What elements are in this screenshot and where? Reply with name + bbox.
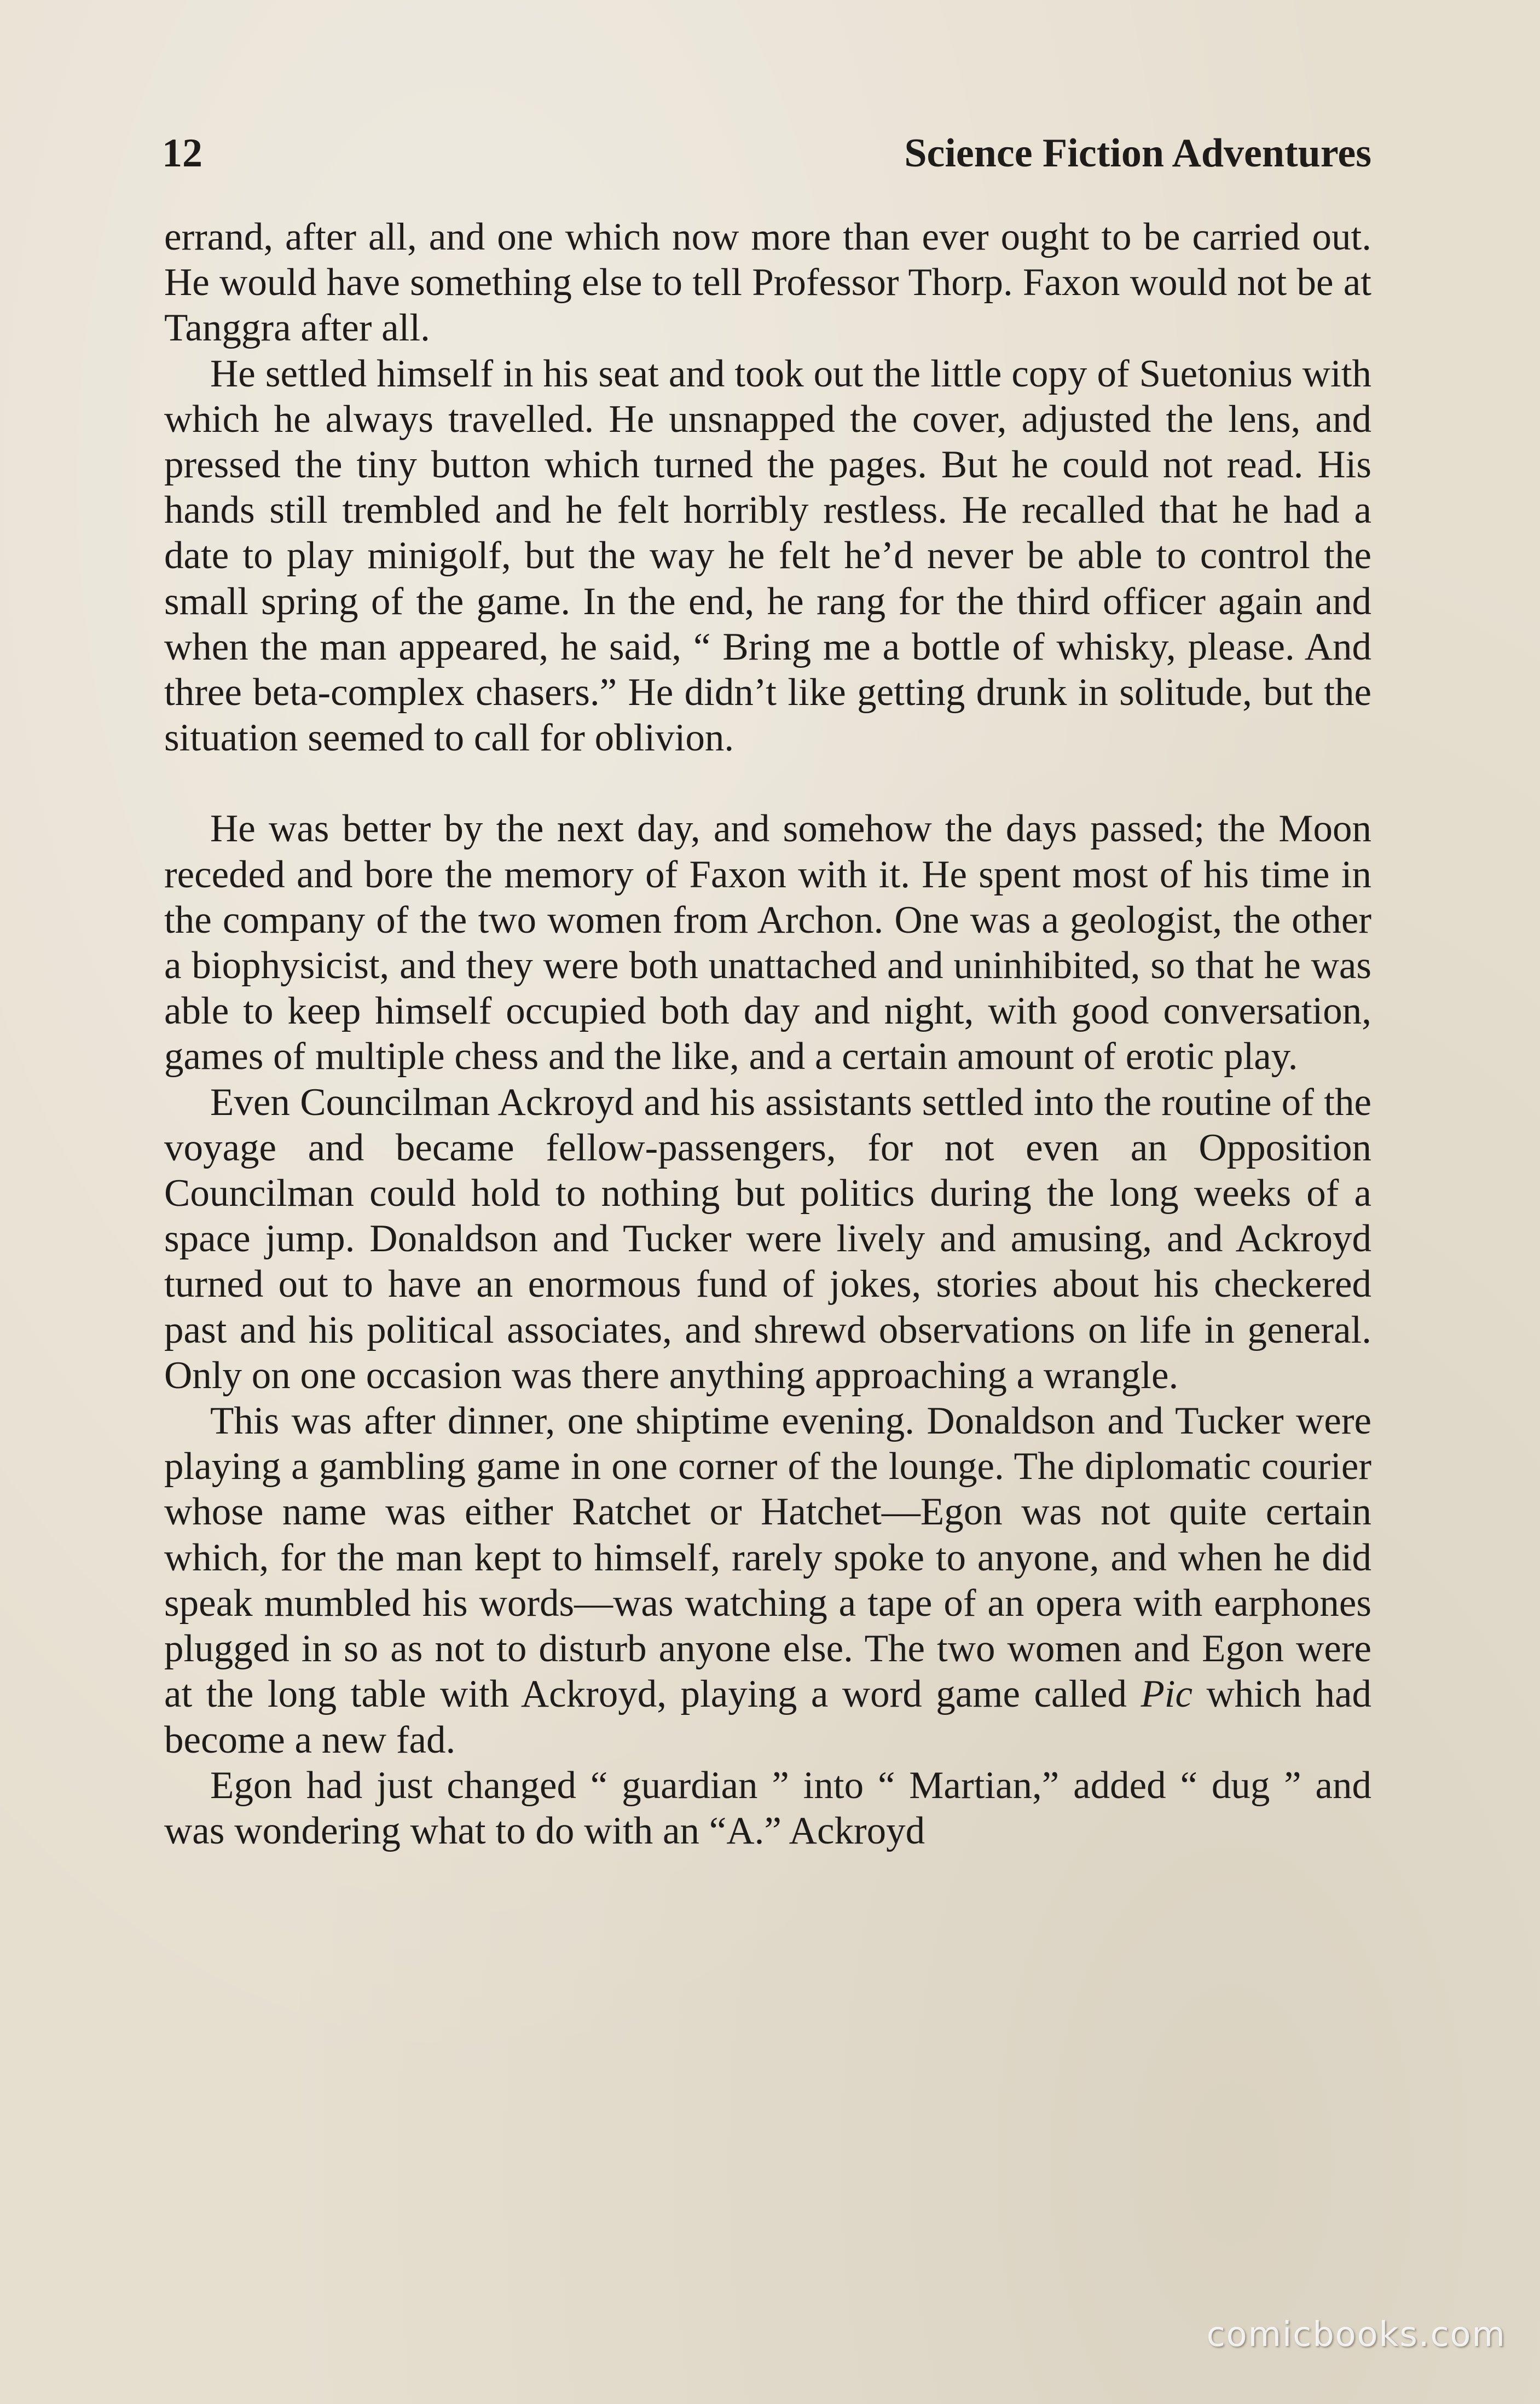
- paragraph-text: This was after dinner, one shiptime evening. Donaldson and Tucker were playing a gambling game in one corner of the lounge. The diplomatic courier whose name was either Ratchet or Hatchet—Egon was not quite certain which, for the man kept to himself, rarely spoke to anyone, and when he did speak mumbled his words—was watching a tape of an opera with earphones plugged in so as not to disturb anyone else. The two women and Egon were at the long table with Ackroyd, playing a word game called: [164, 1400, 1371, 1716]
- page-number: 12: [162, 131, 202, 176]
- paragraph: Egon had just changed “ guardian ” into “ Martian,” added “ dug ” and was wondering what to do with an “A.” Ackroyd: [164, 1764, 1371, 1852]
- watermark: comicbooks.com: [1206, 2314, 1506, 2354]
- body-text: [164, 215, 1371, 1854]
- paragraph: Even Councilman Ackroyd and his assistants settled into the routine of the voyage and became fellow-passengers, for not even an Opposition Councilman could hold to nothing but politics during the long weeks of a space jump. Donaldson and Tucker were lively and amusing, and Ackroyd turned out to have an enormous fund of jokes, stories about his checkered past and his political associates, and shrewd observations on life in general. Only on one occasion was there anything approaching a wrangle.: [164, 1080, 1371, 1397]
- paragraph: errand, after all, and one which now more than ever ought to be carried out. He would have something else to tell Professor Thorp. Faxon would not be at Tanggra after all.: [164, 216, 1371, 350]
- running-header: [162, 123, 1371, 183]
- paragraph: He settled himself in his seat and took out the little copy of Suetonius with which he always travelled. He unsnapped the cover, adjusted the lens, and pressed the tiny button which turned the pages. But he could not read. His hands still trembled and he felt horribly restless. He recalled that he had a date to play minigolf, but the way he felt he’d never be able to control the small spring of the game. In the end, he rang for the third officer again and when the man appeared, he said, “ Bring me a bottle of whisky, please. And three beta-complex chasers.” He didn’t like getting drunk in solitude, but the situation seemed to call for oblivion.: [164, 352, 1371, 760]
- paragraph: [164, 1399, 1371, 1763]
- italic-game-title: Pic: [1140, 1673, 1193, 1716]
- paragraph: He was better by the next day, and somehow the days passed; the Moon receded and bore the memory of Faxon with it. He spent most of his time in the company of the two women from Archon. One was a geologist, the other a biophysicist, and they were both unattached and uninhibited, so that he was able to keep himself occupied both day and night, with good conversation, games of multiple chess and the like, and a certain amount of erotic play.: [164, 807, 1371, 1078]
- running-title: Science Fiction Adventures: [904, 131, 1371, 176]
- paragraph-text: which had become a new fad.: [164, 1673, 1372, 1761]
